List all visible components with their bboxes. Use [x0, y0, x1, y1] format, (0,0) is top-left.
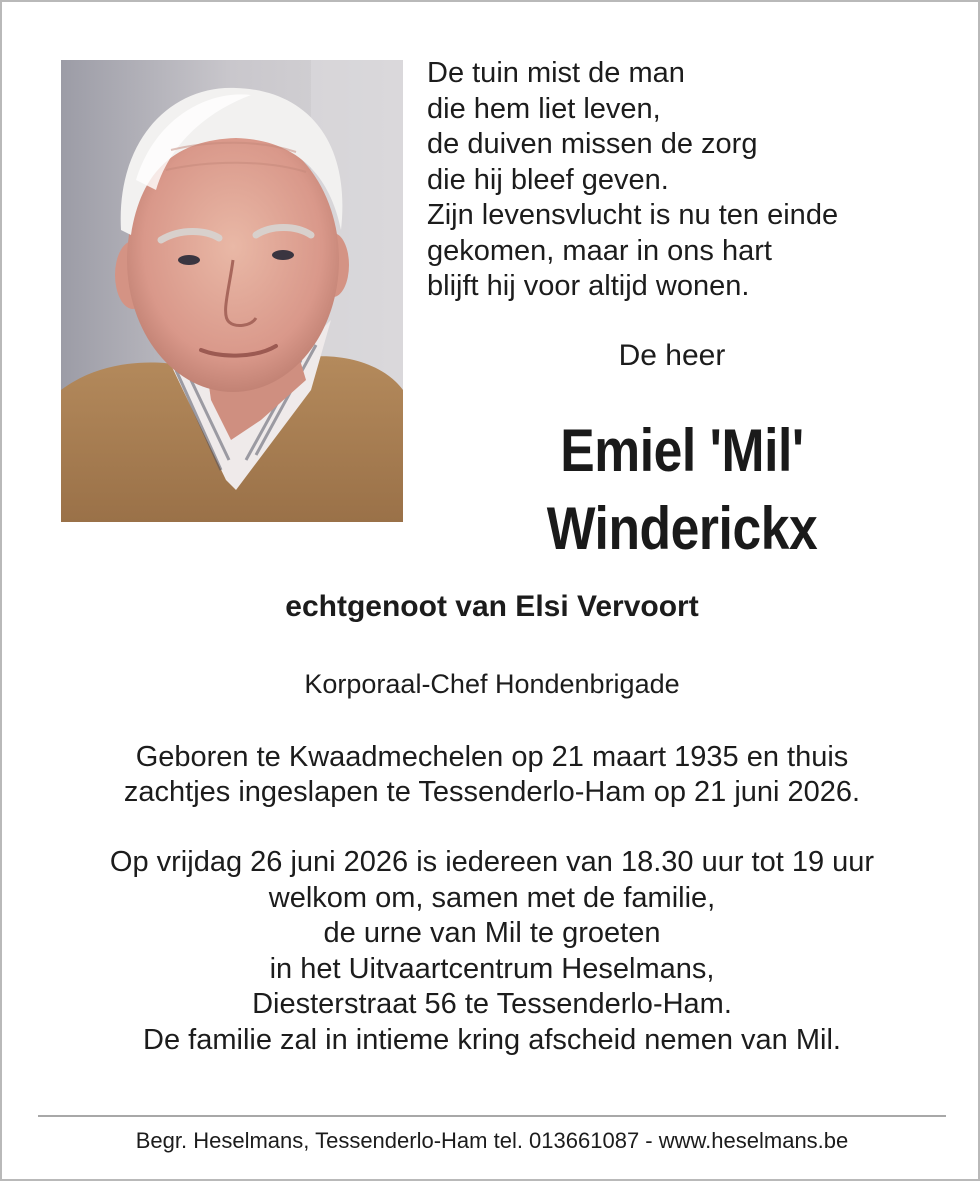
visitation-line: Diesterstraat 56 te Tessenderlo-Ham. — [252, 988, 732, 1020]
deceased-name — [467, 412, 897, 568]
spouse-line: echtgenoot van Elsi Vervoort — [285, 590, 699, 623]
poem-line: Zijn levensvlucht is nu ten einde — [427, 199, 839, 231]
birth-death-line: zachtjes ingeslapen te Tessenderlo-Ham op 21 juni 2026. — [123, 776, 861, 808]
poem-line: blijft hij voor altijd wonen. — [427, 270, 750, 302]
visitation-text — [2, 845, 980, 1058]
funeral-home-footer: Begr. Heselmans, Tessenderlo-Ham tel. 013661087 - www.heselmans.be — [135, 1128, 849, 1153]
birth-death-line: Geboren te Kwaadmechelen op 21 maart 1935 en thuis — [135, 741, 849, 773]
visitation-line: Op vrijdag 26 juni 2026 is iedereen van 18.30 uur tot 19 uur — [109, 846, 875, 878]
rank-title: Korporaal-Chef Hondenbrigade — [304, 669, 680, 699]
visitation-line: welkom om, samen met de familie, — [268, 881, 716, 914]
honorific: De heer — [618, 339, 726, 372]
visitation-line: in het Uitvaartcentrum Heselmans, — [269, 952, 715, 985]
poem-line: gekomen, maar in ons hart — [427, 234, 772, 267]
name-line-1: Emiel 'Mil' — [560, 417, 804, 484]
visitation-line: De familie zal in intieme kring afscheid nemen van Mil. — [143, 1023, 841, 1056]
name-line-2: Winderickx — [546, 495, 818, 562]
poem-line: die hem liet leven, — [427, 92, 661, 125]
poem-line: De tuin mist de man — [427, 57, 685, 89]
poem-line: die hij bleef geven. — [427, 163, 669, 196]
poem-line: de duiven missen de zorg — [427, 128, 758, 160]
poem — [427, 56, 947, 305]
portrait-illustration — [61, 60, 403, 522]
birth-death-text — [2, 740, 980, 810]
portrait-photo — [61, 60, 403, 522]
footer-divider — [38, 1115, 946, 1117]
visitation-line: de urne van Mil te groeten — [323, 917, 661, 949]
